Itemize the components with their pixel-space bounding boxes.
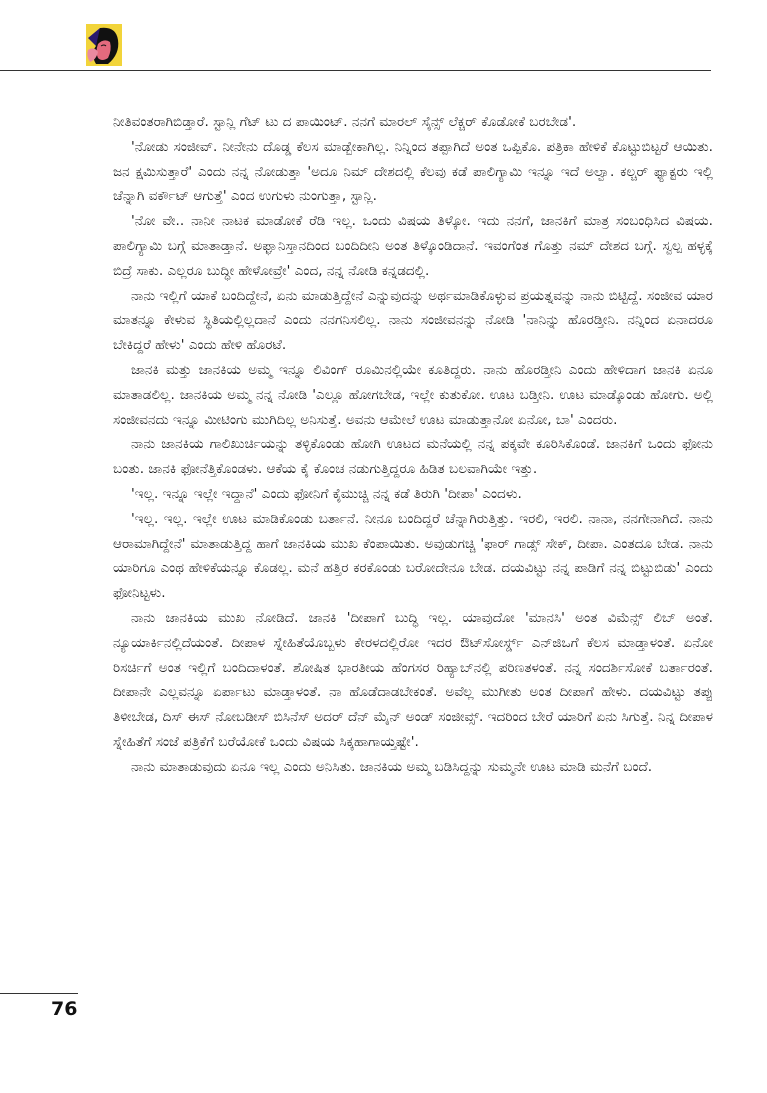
face-illustration-icon <box>86 24 122 66</box>
page-body-text <box>113 110 713 780</box>
paragraph: 'ನೋಡು ಸಂಜೀವ್. ನೀನೇನು ದೊಡ್ಡ ಕೆಲಸ ಮಾಡ್ಬೇಕಾಗಿಲ್ಲ. ನಿನ್ನಿಂದ ತಪ್ಪಾಗಿದೆ ಅಂತ ಒಪ್ಪಿಕೊ. ಪತ್ರಿಕಾ ಹೇಳಿಕೆ ಕೊಟ್ಟುಬಿಟ್ಟರೆ ಆಯಿತು. ಜನ ಕ್ಷಮಿಸುತ್ತಾರೆ' ಎಂದು ನನ್ನ ನೋಡುತ್ತಾ 'ಅದೂ ನಿಮ್ ದೇಶದಲ್ಲಿ ಕೆಲವು ಕಡೆ ಪಾಲಿಗ್ಯಾಮಿ ಇನ್ನೂ ಇದೆ ಅಲ್ವಾ. ಕಲ್ಚರ್ ಫ್ಯಾಕ್ಟರು ಇಲ್ಲಿ ಚೆನ್ನಾಗಿ ವರ್ಕೌಟ್ ಆಗುತ್ತೆ' ಎಂದ ಉಗುಳು ನುಂಗುತ್ತಾ, ಸ್ಟಾನ್ಲಿ. <box>113 138 713 205</box>
paragraph: 'ನೋ ವೇ.. ನಾನೀ ನಾಟಕ ಮಾಡೋಕೆ ರೆಡಿ ಇಲ್ಲ. ಒಂದು ವಿಷಯ ತಿಳ್ಕೋ. ಇದು ನನಗೆ, ಜಾನಕಿಗೆ ಮಾತ್ರ ಸಂಬಂಧಿಸಿದ ವಿಷಯ. ಪಾಲಿಗ್ಯಾಮಿ ಬಗ್ಗೆ ಮಾತಾಡ್ತಾನೆ. ಅಫ್ಘಾನಿಸ್ತಾನದಿಂದ ಬಂದಿದೀನಿ ಅಂತ ತಿಳ್ಕೊಂಡಿದಾನೆ. ಇವಂಗೆಂತ ಗೊತ್ತು ನಮ್ ದೇಶದ ಬಗ್ಗೆ. ಸ್ವಲ್ಪ ಹಳ್ಳಕ್ಕೆ ಬಿದ್ರೆ ಸಾಕು. ಎಲ್ಲರೂ ಬುದ್ಧೀ ಹೇಳೋವ್ರೇ' ಎಂದ, ನನ್ನ ನೋಡಿ ಕನ್ನಡದಲ್ಲಿ. <box>113 213 713 279</box>
publication-logo <box>86 24 122 66</box>
paragraph: 'ಇಲ್ಲ. ಇಲ್ಲ. ಇಲ್ಲೇ ಊಟ ಮಾಡಿಕೊಂಡು ಬರ್ತಾನೆ. ನೀನೂ ಬಂದಿದ್ದರೆ ಚೆನ್ನಾಗಿರುತ್ತಿತ್ತು. ಇರಲಿ, ಇರಲಿ. ನಾನಾ, ನನಗೇನಾಗಿದೆ. ನಾನು ಆರಾಮಾಗಿದ್ದೇನೆ' ಮಾತಾಡುತ್ತಿದ್ದ ಹಾಗೆ ಜಾನಕಿಯ ಮುಖ ಕೆಂಪಾಯಿತು. ಅವುಡುಗಚ್ಚಿ 'ಫಾರ್ ಗಾಡ್ಸ್ ಸೇಕ್, ದೀಪಾ. ಎಂತದೂ ಬೇಡ. ನಾನು ಯಾರಿಗೂ ಎಂಥ ಹೇಳಿಕೆಯನ್ನೂ ಕೊಡಲ್ಲ. ಮನೆ ಹತ್ತಿರ ಕರಕೊಂಡು ಬರೋದೇನೂ ಬೇಡ. ದಯವಿಟ್ಟು ನನ್ನ ಪಾಡಿಗೆ ನನ್ನ ಬಿಟ್ಟುಬಿಡು' ಎಂದು ಫೋನಿಟ್ಟಳು. <box>113 510 713 602</box>
paragraph: ನಾನು ಮಾತಾಡುವುದು ಏನೂ ಇಲ್ಲ ಎಂದು ಅನಿಸಿತು. ಜಾನಕಿಯ ಅಮ್ಮ ಬಡಿಸಿದ್ದನ್ನು ಸುಮ್ಮನೇ ಊಟ ಮಾಡಿ ಮನೆಗೆ ಬಂದೆ. <box>131 758 653 775</box>
paragraph: ನಾನು ಜಾನಕಿಯ ಗಾಲಿಖುರ್ಚಿಯನ್ನು ತಳ್ಳಿಕೊಂಡು ಹೋಗಿ ಊಟದ ಮನೆಯಲ್ಲಿ ನನ್ನ ಪಕ್ಕವೇ ಕೂರಿಸಿಕೊಂಡೆ. ಜಾನಕಿಗೆ ಒಂದು ಫೋನು ಬಂತು. ಜಾನಕಿ ಫೋನೆತ್ತಿಕೊಂಡಳು. ಆಕೆಯ ಕೈ ಕೊಂಚ ನಡುಗುತ್ತಿದ್ದರೂ ಹಿಡಿತ ಬಲವಾಗಿಯೇ ಇತ್ತು. <box>113 436 713 478</box>
footer-rule <box>0 993 78 994</box>
paragraph: ನಾನು ಜಾನಕಿಯ ಮುಖ ನೋಡಿದೆ. ಜಾನಕಿ 'ದೀಪಾಗೆ ಬುದ್ಧಿ ಇಲ್ಲ. ಯಾವುದೋ 'ಮಾನಸಿ' ಅಂತ ವಿಮೆನ್ಸ್ ಲಿಬ್ ಅಂತೆ. ನ್ಯೂಯಾರ್ಕಿನಲ್ಲಿದೆಯಂತೆ. ದೀಪಾಳ ಸ್ನೇಹಿತೆಯೊಬ್ಬಳು ಕೇರಳದಲ್ಲಿರೋ ಇದರ ಔಟ್‌ಸೋರ್ಸ್ಡ್ ಎನ್‌ಜಿಒಗೆ ಕೆಲಸ ಮಾಡ್ತಾಳಂತೆ. ಏನೋ ರಿಸರ್ಚಿಗೆ ಅಂತ ಇಲ್ಲಿಗೆ ಬಂದಿದಾಳಂತೆ. ಶೋಷಿತ ಭಾರತೀಯ ಹೆಂಗಸರ ರಿಹ್ಯಾಬ್‌ನಲ್ಲಿ ಪರಿಣತಳಂತೆ. ನನ್ನ ಸಂದರ್ಶಿಸೋಕೆ ಬರ್ತಾರಂತೆ. ದೀಪಾನೇ ಎಲ್ಲವನ್ನೂ ಏರ್ಪಾಟು ಮಾಡ್ತಾಳಂತೆ. ನಾ ಹೊಡೆದಾಡಬೇಕಂತೆ. ಅವೆಲ್ಲ ಮುಗೀತು ಅಂತ ದೀಪಾಗೆ ಹೇಳು. ದಯವಿಟ್ಟು ತಪ್ಪು ತಿಳೀಬೇಡ, ದಿಸ್ ಈಸ್ ನೋಬಡೀಸ್ ಬಿಸಿನೆಸ್ ಅದರ್ ದೆನ್ ಮೈನ್ ಅಂಡ್ ಸಂಜೀವ್ಸ್. ಇದರಿಂದ ಬೇರೆ ಯಾರಿಗೆ ಏನು ಸಿಗುತ್ತೆ. ನಿನ್ನ ದೀಪಾಳ ಸ್ನೇಹಿತೆಗೆ ಸಂಜೆ ಪತ್ರಿಕೆಗೆ ಬರೆಯೋಕೆ ಒಂದು ವಿಷಯ ಸಿಕ್ಕಹಾಗಾಯ್ತಷ್ಟೇ'. <box>113 609 713 750</box>
paragraph: 'ಇಲ್ಲ. ಇನ್ನೂ ಇಲ್ಲೇ ಇದ್ದಾನೆ' ಎಂದು ಫೋನಿಗೆ ಕೈಮುಚ್ಚಿ ನನ್ನ ಕಡೆ ತಿರುಗಿ 'ದೀಪಾ' ಎಂದಳು. <box>131 485 522 502</box>
paragraph: ಜಾನಕಿ ಮತ್ತು ಜಾನಕಿಯ ಅಮ್ಮ ಇನ್ನೂ ಲಿವಿಂಗ್ ರೂಮಿನಲ್ಲಿಯೇ ಕೂತಿದ್ದರು. ನಾನು ಹೊರಡ್ತೀನಿ ಎಂದು ಹೇಳಿದಾಗ ಜಾನಕಿ ಏನೂ ಮಾತಾಡಲಿಲ್ಲ. ಜಾನಕಿಯ ಅಮ್ಮ ನನ್ನ ನೋಡಿ 'ಎಲ್ಲೂ ಹೋಗಬೇಡ, ಇಲ್ಲೇ ಕುತುಕೋ. ಊಟ ಬಡ್ತೀನಿ. ಊಟ ಮಾಡ್ಕೊಂಡು ಹೋಗು. ಅಲ್ಲಿ ಸಂಜೀವನದು ಇನ್ನೂ ಮೀಟಿಂಗು ಮುಗಿದಿಲ್ಲ ಅನಿಸುತ್ತೆ. ಅವನು ಆಮೇಲೆ ಊಟ ಮಾಡುತ್ತಾನೋ ಏನೋ, ಬಾ' ಎಂದರು. <box>113 361 713 428</box>
page-number: 76 <box>51 998 78 1020</box>
header-rule <box>0 70 711 71</box>
paragraph: ನೀತಿವಂತರಾಗಿಬಿಡ್ತಾರೆ. ಸ್ಟಾನ್ಲಿ ಗೆಟ್ ಟು ದ ಪಾಯಿಂಟ್. ನನಗೆ ಮಾರಲ್ ಸೈನ್ಸ್ ಲೆಕ್ಚರ್ ಕೊಡೋಕೆ ಬರಬೇಡ'. <box>113 114 577 130</box>
paragraph: ನಾನು ಇಲ್ಲಿಗೆ ಯಾಕೆ ಬಂದಿದ್ದೇನೆ, ಏನು ಮಾಡುತ್ತಿದ್ದೇನೆ ಎನ್ನುವುದನ್ನು ಅರ್ಥಮಾಡಿಕೊಳ್ಳುವ ಪ್ರಯತ್ನವನ್ನು ನಾನು ಬಿಟ್ಟಿದ್ದೆ. ಸಂಜೀವ ಯಾರ ಮಾತನ್ನೂ ಕೇಳುವ ಸ್ಥಿತಿಯಲ್ಲಿಲ್ಲದಾನೆ ಎಂದು ನನಗನಿಸಲಿಲ್ಲ. ನಾನು ಸಂಜೀವನನ್ನು ನೋಡಿ 'ನಾನಿನ್ನು ಹೊರಡ್ತೀನಿ. ನನ್ನಿಂದ ಏನಾದರೂ ಬೇಕಿದ್ದರೆ ಹೇಳು' ಎಂದು ಹೇಳಿ ಹೊರಟೆ. <box>113 287 713 354</box>
